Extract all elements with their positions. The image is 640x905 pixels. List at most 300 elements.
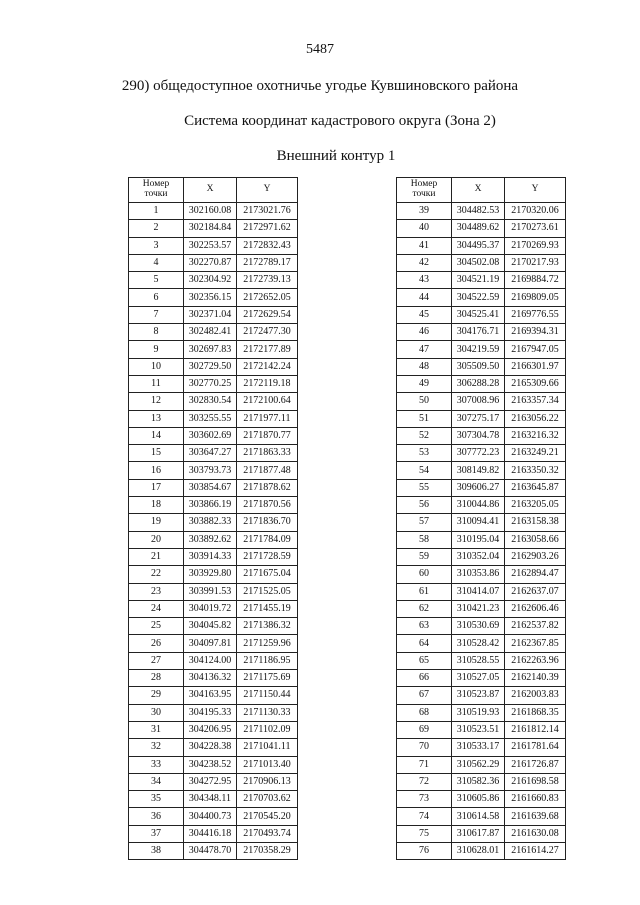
y-coordinate-cell: 2172119.18: [237, 375, 298, 392]
table-row: [397, 427, 566, 444]
x-coordinate-cell: 304272.95: [184, 773, 237, 790]
x-coordinate-cell: 304489.62: [452, 220, 505, 237]
coordinates-table-right: [396, 177, 566, 860]
point-number-cell: 12: [129, 393, 184, 410]
point-number-cell: 55: [397, 479, 452, 496]
x-coordinate-cell: 302770.25: [184, 375, 237, 392]
point-number-cell: 43: [397, 272, 452, 289]
y-coordinate-cell: 2162003.83: [505, 687, 566, 704]
y-coordinate-cell: 2167947.05: [505, 341, 566, 358]
point-number-cell: 21: [129, 548, 184, 565]
table-row: [397, 756, 566, 773]
point-number-cell: 36: [129, 808, 184, 825]
y-coordinate-cell: 2171870.56: [237, 497, 298, 514]
x-coordinate-cell: 310195.04: [452, 531, 505, 548]
y-coordinate-cell: 2171525.05: [237, 583, 298, 600]
y-coordinate-cell: 2171455.19: [237, 600, 298, 617]
point-number-cell: 54: [397, 462, 452, 479]
x-coordinate-cell: 307772.23: [452, 445, 505, 462]
y-coordinate-cell: 2172629.54: [237, 306, 298, 323]
point-number-cell: 63: [397, 618, 452, 635]
table-row: [397, 566, 566, 583]
point-number-cell: 34: [129, 773, 184, 790]
y-coordinate-cell: 2161639.68: [505, 808, 566, 825]
x-coordinate-cell: 303882.33: [184, 514, 237, 531]
y-coordinate-cell: 2172971.62: [237, 220, 298, 237]
x-coordinate-cell: 310562.29: [452, 756, 505, 773]
table-row: [129, 289, 298, 306]
x-coordinate-cell: 303929.80: [184, 566, 237, 583]
x-coordinate-cell: 303602.69: [184, 427, 237, 444]
point-number-cell: 41: [397, 237, 452, 254]
table-row: [397, 393, 566, 410]
y-coordinate-cell: 2172652.05: [237, 289, 298, 306]
y-coordinate-cell: 2170269.93: [505, 237, 566, 254]
point-number-cell: 19: [129, 514, 184, 531]
table-row: [129, 462, 298, 479]
x-coordinate-cell: 304525.41: [452, 306, 505, 323]
point-number-cell: 66: [397, 670, 452, 687]
table-row: [397, 497, 566, 514]
x-coordinate-cell: 310523.87: [452, 687, 505, 704]
table-row: [397, 514, 566, 531]
table-row: [129, 739, 298, 756]
table-row: [129, 721, 298, 738]
x-coordinate-cell: 303255.55: [184, 410, 237, 427]
table-row: [129, 272, 298, 289]
y-coordinate-cell: 2171150.44: [237, 687, 298, 704]
y-coordinate-cell: 2171130.33: [237, 704, 298, 721]
point-number-cell: 37: [129, 825, 184, 842]
table-row: [397, 583, 566, 600]
table-row: [129, 237, 298, 254]
table-row: [129, 393, 298, 410]
point-number-cell: 32: [129, 739, 184, 756]
table-row: [129, 375, 298, 392]
table-row: [397, 272, 566, 289]
table-row: [129, 324, 298, 341]
x-coordinate-cell: 310617.87: [452, 825, 505, 842]
y-coordinate-cell: 2163350.32: [505, 462, 566, 479]
table-row: [129, 687, 298, 704]
x-coordinate-cell: 304416.18: [184, 825, 237, 842]
column-header-y: Y: [237, 178, 298, 203]
point-number-cell: 73: [397, 791, 452, 808]
point-number-cell: 60: [397, 566, 452, 583]
x-coordinate-cell: 302830.54: [184, 393, 237, 410]
y-coordinate-cell: 2171259.96: [237, 635, 298, 652]
point-number-cell: 26: [129, 635, 184, 652]
x-coordinate-cell: 309606.27: [452, 479, 505, 496]
point-number-cell: 47: [397, 341, 452, 358]
point-number-cell: 11: [129, 375, 184, 392]
x-coordinate-cell: 304097.81: [184, 635, 237, 652]
point-number-cell: 74: [397, 808, 452, 825]
y-coordinate-cell: 2161614.27: [505, 842, 566, 859]
table-row: [129, 704, 298, 721]
y-coordinate-cell: 2172177.89: [237, 341, 298, 358]
y-coordinate-cell: 2171977.11: [237, 410, 298, 427]
point-number-cell: 48: [397, 358, 452, 375]
table-row: [397, 445, 566, 462]
point-number-cell: 75: [397, 825, 452, 842]
point-number-cell: 23: [129, 583, 184, 600]
x-coordinate-cell: 304400.73: [184, 808, 237, 825]
table-row: [397, 306, 566, 323]
point-number-cell: 59: [397, 548, 452, 565]
y-coordinate-cell: 2170273.61: [505, 220, 566, 237]
y-coordinate-cell: 2171877.48: [237, 462, 298, 479]
y-coordinate-cell: 2170358.29: [237, 842, 298, 859]
x-coordinate-cell: 304124.00: [184, 652, 237, 669]
y-coordinate-cell: 2170906.13: [237, 773, 298, 790]
y-coordinate-cell: 2163249.21: [505, 445, 566, 462]
table-row: [397, 808, 566, 825]
x-coordinate-cell: 302697.83: [184, 341, 237, 358]
x-coordinate-cell: 310614.58: [452, 808, 505, 825]
table-row: [397, 324, 566, 341]
x-coordinate-cell: 304502.08: [452, 254, 505, 271]
x-coordinate-cell: 310353.86: [452, 566, 505, 583]
table-row: [397, 842, 566, 859]
y-coordinate-cell: 2171870.77: [237, 427, 298, 444]
point-number-cell: 68: [397, 704, 452, 721]
x-coordinate-cell: 302160.08: [184, 203, 237, 220]
table-row: [129, 842, 298, 859]
table-row: [129, 635, 298, 652]
y-coordinate-cell: 2172789.17: [237, 254, 298, 271]
point-number-cell: 33: [129, 756, 184, 773]
x-coordinate-cell: 310519.93: [452, 704, 505, 721]
y-coordinate-cell: 2163058.66: [505, 531, 566, 548]
x-coordinate-cell: 304348.11: [184, 791, 237, 808]
table-row: [129, 618, 298, 635]
point-number-cell: 44: [397, 289, 452, 306]
x-coordinate-cell: 302184.84: [184, 220, 237, 237]
point-number-cell: 71: [397, 756, 452, 773]
x-coordinate-cell: 310628.01: [452, 842, 505, 859]
point-number-cell: 56: [397, 497, 452, 514]
point-number-cell: 25: [129, 618, 184, 635]
table-row: [397, 375, 566, 392]
table-header-row: [397, 178, 566, 203]
point-number-cell: 45: [397, 306, 452, 323]
x-coordinate-cell: 304495.37: [452, 237, 505, 254]
y-coordinate-cell: 2171784.09: [237, 531, 298, 548]
y-coordinate-cell: 2171386.32: [237, 618, 298, 635]
table-row: [129, 773, 298, 790]
x-coordinate-cell: 310414.07: [452, 583, 505, 600]
table-row: [129, 548, 298, 565]
point-number-cell: 15: [129, 445, 184, 462]
y-coordinate-cell: 2161868.35: [505, 704, 566, 721]
table-row: [397, 618, 566, 635]
y-coordinate-cell: 2161726.87: [505, 756, 566, 773]
contour-title: Внешний контур 1: [276, 148, 396, 164]
x-coordinate-cell: 307275.17: [452, 410, 505, 427]
y-coordinate-cell: 2171186.95: [237, 652, 298, 669]
point-number-cell: 42: [397, 254, 452, 271]
y-coordinate-cell: 2163357.34: [505, 393, 566, 410]
y-coordinate-cell: 2162140.39: [505, 670, 566, 687]
x-coordinate-cell: 310527.05: [452, 670, 505, 687]
x-coordinate-cell: 310352.04: [452, 548, 505, 565]
table-row: [129, 410, 298, 427]
x-coordinate-cell: 310044.86: [452, 497, 505, 514]
x-coordinate-cell: 310533.17: [452, 739, 505, 756]
point-number-cell: 49: [397, 375, 452, 392]
x-coordinate-cell: 310530.69: [452, 618, 505, 635]
table-row: [129, 358, 298, 375]
table-row: [397, 203, 566, 220]
point-number-cell: 69: [397, 721, 452, 738]
coordinates-table-left: [128, 177, 298, 860]
x-coordinate-cell: 306288.28: [452, 375, 505, 392]
x-coordinate-cell: 304176.71: [452, 324, 505, 341]
point-number-cell: 6: [129, 289, 184, 306]
x-coordinate-cell: 307008.96: [452, 393, 505, 410]
table-row: [397, 791, 566, 808]
x-coordinate-cell: 303647.27: [184, 445, 237, 462]
point-number-cell: 16: [129, 462, 184, 479]
table-row: [397, 548, 566, 565]
y-coordinate-cell: 2169394.31: [505, 324, 566, 341]
table-row: [129, 306, 298, 323]
table-row: [129, 531, 298, 548]
point-number-cell: 52: [397, 427, 452, 444]
point-number-cell: 58: [397, 531, 452, 548]
point-number-cell: 13: [129, 410, 184, 427]
y-coordinate-cell: 2170217.93: [505, 254, 566, 271]
table-row: [129, 203, 298, 220]
x-coordinate-cell: 304521.19: [452, 272, 505, 289]
x-coordinate-cell: 304045.82: [184, 618, 237, 635]
x-coordinate-cell: 302270.87: [184, 254, 237, 271]
point-number-cell: 65: [397, 652, 452, 669]
y-coordinate-cell: 2163216.32: [505, 427, 566, 444]
table-row: [129, 497, 298, 514]
point-number-cell: 51: [397, 410, 452, 427]
y-coordinate-cell: 2172477.30: [237, 324, 298, 341]
point-number-cell: 10: [129, 358, 184, 375]
document-heading: 290) общедоступное охотничье угодье Кувшиновского района: [121, 78, 519, 94]
y-coordinate-cell: 2173021.76: [237, 203, 298, 220]
table-row: [129, 341, 298, 358]
x-coordinate-cell: 303892.62: [184, 531, 237, 548]
point-number-cell: 20: [129, 531, 184, 548]
y-coordinate-cell: 2169809.05: [505, 289, 566, 306]
table-row: [397, 289, 566, 306]
table-row: [397, 237, 566, 254]
x-coordinate-cell: 304228.38: [184, 739, 237, 756]
x-coordinate-cell: 304206.95: [184, 721, 237, 738]
table-row: [397, 670, 566, 687]
point-number-cell: 8: [129, 324, 184, 341]
table-row: [129, 479, 298, 496]
x-coordinate-cell: 304522.59: [452, 289, 505, 306]
point-number-cell: 27: [129, 652, 184, 669]
x-coordinate-cell: 307304.78: [452, 427, 505, 444]
table-row: [129, 220, 298, 237]
y-coordinate-cell: 2165309.66: [505, 375, 566, 392]
point-number-cell: 7: [129, 306, 184, 323]
table-row: [397, 600, 566, 617]
x-coordinate-cell: 303793.73: [184, 462, 237, 479]
table-row: [397, 721, 566, 738]
y-coordinate-cell: 2163645.87: [505, 479, 566, 496]
table-row: [397, 773, 566, 790]
x-coordinate-cell: 305509.50: [452, 358, 505, 375]
y-coordinate-cell: 2163158.38: [505, 514, 566, 531]
table-row: [129, 756, 298, 773]
table-row: [397, 825, 566, 842]
point-number-cell: 46: [397, 324, 452, 341]
y-coordinate-cell: 2171102.09: [237, 721, 298, 738]
table-row: [397, 739, 566, 756]
x-coordinate-cell: 310582.36: [452, 773, 505, 790]
x-coordinate-cell: 304219.59: [452, 341, 505, 358]
table-row: [129, 566, 298, 583]
y-coordinate-cell: 2170545.20: [237, 808, 298, 825]
x-coordinate-cell: 302253.57: [184, 237, 237, 254]
table-row: [129, 427, 298, 444]
point-number-cell: 9: [129, 341, 184, 358]
y-coordinate-cell: 2172100.64: [237, 393, 298, 410]
x-coordinate-cell: 303914.33: [184, 548, 237, 565]
table-row: [397, 358, 566, 375]
table-row: [129, 445, 298, 462]
x-coordinate-cell: 302482.41: [184, 324, 237, 341]
table-row: [129, 670, 298, 687]
point-number-cell: 2: [129, 220, 184, 237]
table-row: [129, 808, 298, 825]
y-coordinate-cell: 2162637.07: [505, 583, 566, 600]
point-number-cell: 40: [397, 220, 452, 237]
x-coordinate-cell: 302371.04: [184, 306, 237, 323]
x-coordinate-cell: 303991.53: [184, 583, 237, 600]
point-number-cell: 14: [129, 427, 184, 444]
y-coordinate-cell: 2161630.08: [505, 825, 566, 842]
y-coordinate-cell: 2169776.55: [505, 306, 566, 323]
x-coordinate-cell: 303854.67: [184, 479, 237, 496]
y-coordinate-cell: 2166301.97: [505, 358, 566, 375]
table-row: [129, 600, 298, 617]
point-number-cell: 76: [397, 842, 452, 859]
table-row: [129, 583, 298, 600]
y-coordinate-cell: 2170493.74: [237, 825, 298, 842]
point-number-cell: 39: [397, 203, 452, 220]
x-coordinate-cell: 303866.19: [184, 497, 237, 514]
x-coordinate-cell: 304136.32: [184, 670, 237, 687]
x-coordinate-cell: 302356.15: [184, 289, 237, 306]
table-header-row: [129, 178, 298, 203]
x-coordinate-cell: 304238.52: [184, 756, 237, 773]
y-coordinate-cell: 2162606.46: [505, 600, 566, 617]
table-row: [397, 652, 566, 669]
column-header-point-number: Номер точки: [129, 178, 184, 203]
table-row: [129, 791, 298, 808]
point-number-cell: 3: [129, 237, 184, 254]
point-number-cell: 17: [129, 479, 184, 496]
y-coordinate-cell: 2172832.43: [237, 237, 298, 254]
point-number-cell: 31: [129, 721, 184, 738]
y-coordinate-cell: 2162367.85: [505, 635, 566, 652]
y-coordinate-cell: 2171041.11: [237, 739, 298, 756]
y-coordinate-cell: 2170703.62: [237, 791, 298, 808]
y-coordinate-cell: 2162263.96: [505, 652, 566, 669]
y-coordinate-cell: 2161698.58: [505, 773, 566, 790]
y-coordinate-cell: 2161660.83: [505, 791, 566, 808]
y-coordinate-cell: 2162537.82: [505, 618, 566, 635]
table-row: [129, 652, 298, 669]
y-coordinate-cell: 2171728.59: [237, 548, 298, 565]
table-row: [129, 825, 298, 842]
point-number-cell: 67: [397, 687, 452, 704]
table-row: [397, 635, 566, 652]
table-row: [397, 254, 566, 271]
point-number-cell: 53: [397, 445, 452, 462]
table-row: [397, 410, 566, 427]
point-number-cell: 5: [129, 272, 184, 289]
y-coordinate-cell: 2171863.33: [237, 445, 298, 462]
point-number-cell: 64: [397, 635, 452, 652]
table-row: [397, 462, 566, 479]
page-number: 5487: [306, 42, 334, 57]
table-row: [397, 687, 566, 704]
y-coordinate-cell: 2171836.70: [237, 514, 298, 531]
table-row: [397, 479, 566, 496]
table-row: [397, 704, 566, 721]
y-coordinate-cell: 2171675.04: [237, 566, 298, 583]
point-number-cell: 28: [129, 670, 184, 687]
point-number-cell: 35: [129, 791, 184, 808]
x-coordinate-cell: 304195.33: [184, 704, 237, 721]
table-row: [129, 254, 298, 271]
y-coordinate-cell: 2172739.13: [237, 272, 298, 289]
y-coordinate-cell: 2172142.24: [237, 358, 298, 375]
point-number-cell: 29: [129, 687, 184, 704]
y-coordinate-cell: 2169884.72: [505, 272, 566, 289]
y-coordinate-cell: 2163056.22: [505, 410, 566, 427]
point-number-cell: 1: [129, 203, 184, 220]
point-number-cell: 62: [397, 600, 452, 617]
table-row: [129, 514, 298, 531]
x-coordinate-cell: 302304.92: [184, 272, 237, 289]
column-header-y: Y: [505, 178, 566, 203]
column-header-point-number: Номер точки: [397, 178, 452, 203]
y-coordinate-cell: 2161812.14: [505, 721, 566, 738]
y-coordinate-cell: 2161781.64: [505, 739, 566, 756]
point-number-cell: 72: [397, 773, 452, 790]
x-coordinate-cell: 310523.51: [452, 721, 505, 738]
point-number-cell: 24: [129, 600, 184, 617]
point-number-cell: 50: [397, 393, 452, 410]
point-number-cell: 18: [129, 497, 184, 514]
point-number-cell: 38: [129, 842, 184, 859]
x-coordinate-cell: 310528.42: [452, 635, 505, 652]
y-coordinate-cell: 2171013.40: [237, 756, 298, 773]
point-number-cell: 61: [397, 583, 452, 600]
y-coordinate-cell: 2163205.05: [505, 497, 566, 514]
column-header-x: X: [184, 178, 237, 203]
point-number-cell: 30: [129, 704, 184, 721]
x-coordinate-cell: 302729.50: [184, 358, 237, 375]
table-row: [397, 531, 566, 548]
x-coordinate-cell: 304019.72: [184, 600, 237, 617]
point-number-cell: 4: [129, 254, 184, 271]
y-coordinate-cell: 2171878.62: [237, 479, 298, 496]
y-coordinate-cell: 2171175.69: [237, 670, 298, 687]
